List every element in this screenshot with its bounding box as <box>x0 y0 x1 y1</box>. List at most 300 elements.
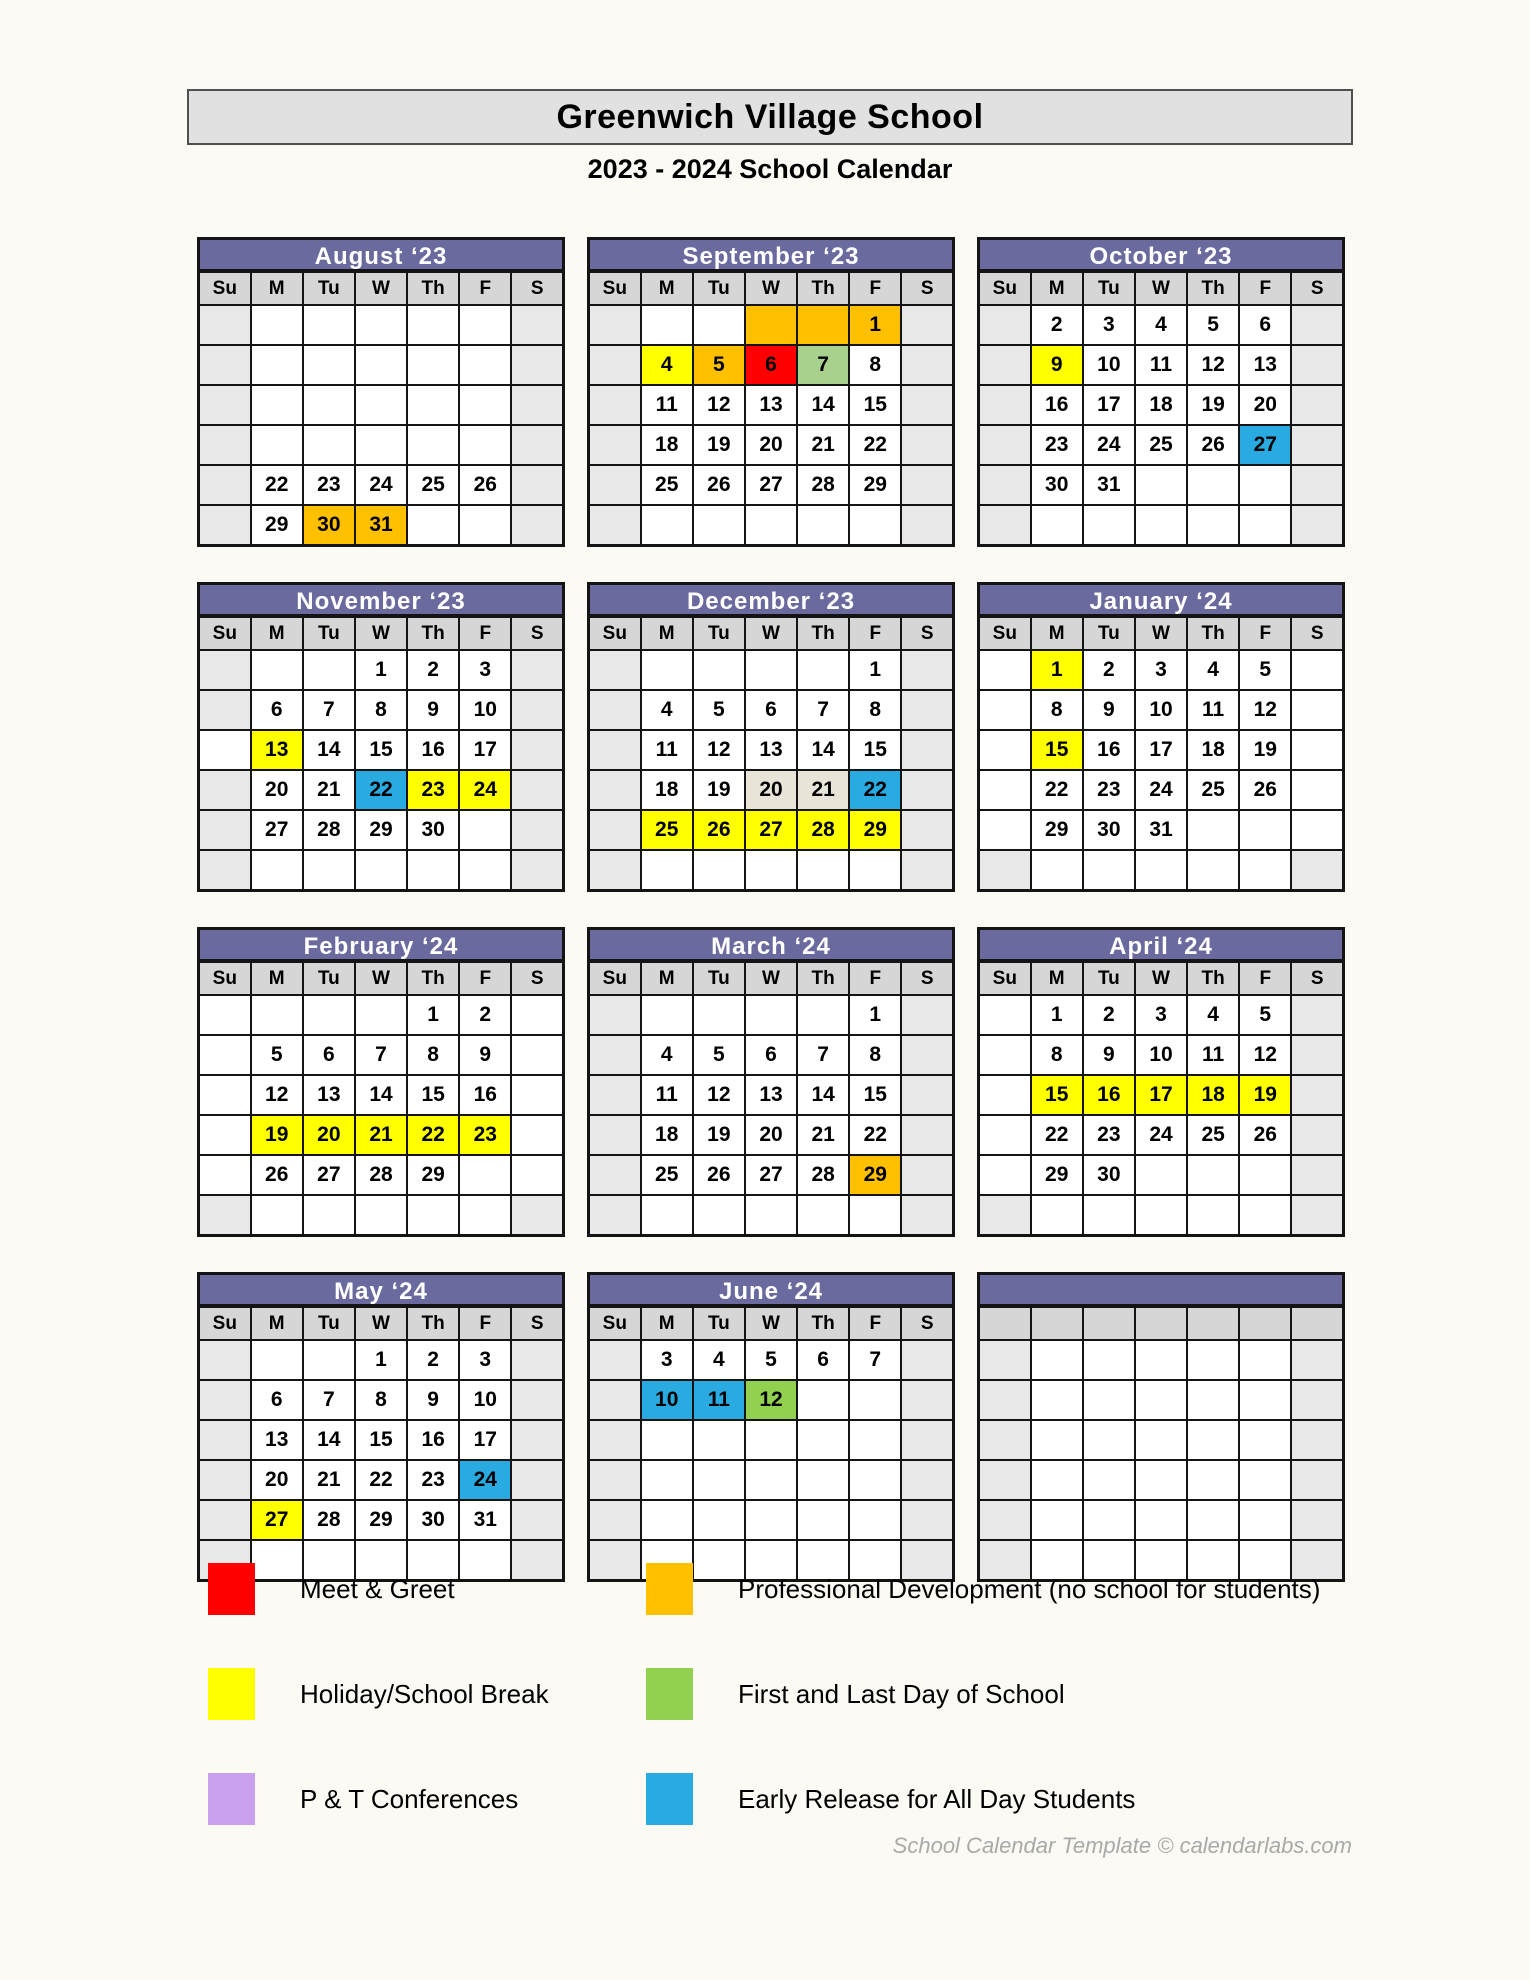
date-cell <box>641 650 693 690</box>
legend-label: Early Release for All Day Students <box>738 1783 1136 1814</box>
date-cell <box>589 345 641 385</box>
date-cell <box>901 1460 953 1500</box>
date-cell <box>355 1195 407 1236</box>
date-cell: 22 <box>407 1115 459 1155</box>
date-cell <box>849 1195 901 1236</box>
date-cell: 18 <box>641 425 693 465</box>
date-cell <box>511 1340 563 1380</box>
date-cell: 12 <box>693 1075 745 1115</box>
date-cell <box>511 1500 563 1540</box>
date-cell: 25 <box>407 465 459 505</box>
date-cell: 22 <box>251 465 303 505</box>
date-cell: 6 <box>745 345 797 385</box>
legend-swatch-holiday-school-break <box>208 1668 255 1720</box>
date-cell: 5 <box>693 690 745 730</box>
date-cell <box>797 1420 849 1460</box>
date-cell: 14 <box>355 1075 407 1115</box>
day-header: Th <box>407 1307 459 1340</box>
day-header: Su <box>589 617 641 650</box>
date-cell <box>589 730 641 770</box>
month-title: November ‘23 <box>197 582 565 616</box>
date-cell <box>979 810 1031 850</box>
date-cell: 4 <box>641 345 693 385</box>
school-name: Greenwich Village School <box>556 98 984 136</box>
date-cell: 24 <box>1135 1115 1187 1155</box>
date-cell <box>251 1340 303 1380</box>
legend-label: Meet & Greet <box>300 1573 455 1604</box>
date-cell <box>1291 1420 1343 1460</box>
day-header: S <box>901 1307 953 1340</box>
date-cell: 11 <box>693 1380 745 1420</box>
day-header: Su <box>979 272 1031 305</box>
date-cell <box>1187 850 1239 891</box>
date-cell <box>693 305 745 345</box>
date-cell: 29 <box>1031 1155 1083 1195</box>
month-title: February ‘24 <box>197 927 565 961</box>
date-cell <box>1291 850 1343 891</box>
date-cell <box>1031 1500 1083 1540</box>
day-header: Tu <box>303 272 355 305</box>
date-cell: 10 <box>459 690 511 730</box>
day-header: W <box>355 272 407 305</box>
date-cell: 10 <box>1135 690 1187 730</box>
date-cell <box>1187 1340 1239 1380</box>
date-cell <box>459 425 511 465</box>
month-title: April ‘24 <box>977 927 1345 961</box>
day-header: F <box>1239 617 1291 650</box>
date-cell: 29 <box>849 1155 901 1195</box>
date-cell <box>1291 1380 1343 1420</box>
date-cell: 8 <box>849 1035 901 1075</box>
day-header: F <box>849 1307 901 1340</box>
date-cell <box>199 305 251 345</box>
date-cell <box>1187 465 1239 505</box>
day-header: Su <box>589 272 641 305</box>
date-cell <box>901 1115 953 1155</box>
date-cell: 15 <box>1031 1075 1083 1115</box>
date-cell <box>511 650 563 690</box>
date-cell <box>1291 505 1343 546</box>
date-cell: 26 <box>693 1155 745 1195</box>
day-header: Su <box>979 962 1031 995</box>
day-header: Th <box>1187 272 1239 305</box>
date-cell <box>199 505 251 546</box>
date-cell: 8 <box>407 1035 459 1075</box>
date-cell <box>745 995 797 1035</box>
day-header: Su <box>199 962 251 995</box>
date-cell <box>199 1075 251 1115</box>
date-cell <box>251 1195 303 1236</box>
date-cell <box>511 995 563 1035</box>
day-header: Tu <box>303 1307 355 1340</box>
date-cell: 4 <box>693 1340 745 1380</box>
day-header: F <box>849 272 901 305</box>
date-cell: 17 <box>459 730 511 770</box>
day-header: S <box>1291 617 1343 650</box>
day-header: F <box>1239 962 1291 995</box>
month-october-23 <box>977 237 1345 547</box>
date-cell <box>303 385 355 425</box>
date-cell <box>511 1075 563 1115</box>
date-cell <box>407 385 459 425</box>
date-cell <box>407 305 459 345</box>
date-cell: 29 <box>1031 810 1083 850</box>
date-cell <box>199 810 251 850</box>
date-cell: 14 <box>797 385 849 425</box>
date-cell: 13 <box>251 1420 303 1460</box>
date-cell <box>745 1460 797 1500</box>
date-cell <box>1135 465 1187 505</box>
date-cell <box>199 850 251 891</box>
date-cell <box>1031 1460 1083 1500</box>
date-cell: 31 <box>355 505 407 546</box>
date-cell <box>979 1420 1031 1460</box>
date-cell <box>199 1195 251 1236</box>
date-cell <box>1083 1500 1135 1540</box>
date-cell: 8 <box>849 345 901 385</box>
date-cell: 30 <box>1083 810 1135 850</box>
date-cell: 15 <box>1031 730 1083 770</box>
date-cell: 4 <box>641 690 693 730</box>
date-cell <box>979 850 1031 891</box>
date-cell <box>303 1195 355 1236</box>
date-cell <box>251 850 303 891</box>
date-cell: 3 <box>1083 305 1135 345</box>
date-cell <box>979 1460 1031 1500</box>
day-header: F <box>459 617 511 650</box>
calendar-subtitle: 2023 - 2024 School Calendar <box>587 154 953 184</box>
date-cell <box>459 505 511 546</box>
date-cell <box>693 650 745 690</box>
day-header: Tu <box>1083 272 1135 305</box>
date-cell <box>745 850 797 891</box>
date-cell: 7 <box>797 1035 849 1075</box>
date-cell <box>1291 1195 1343 1236</box>
day-header: Th <box>797 272 849 305</box>
date-cell <box>1187 1195 1239 1236</box>
date-cell: 2 <box>407 1340 459 1380</box>
date-cell <box>303 1340 355 1380</box>
date-cell <box>1239 505 1291 546</box>
date-cell: 22 <box>1031 770 1083 810</box>
date-cell: 21 <box>797 770 849 810</box>
date-cell <box>1187 810 1239 850</box>
date-cell: 5 <box>1239 650 1291 690</box>
day-header: S <box>511 962 563 995</box>
date-cell: 12 <box>693 385 745 425</box>
date-cell: 4 <box>1187 650 1239 690</box>
date-cell <box>251 345 303 385</box>
date-cell <box>589 1340 641 1380</box>
legend-swatch-first-and-last-day <box>646 1668 693 1720</box>
date-cell: 6 <box>1239 305 1291 345</box>
day-header: Th <box>797 617 849 650</box>
legend-swatch-professional-development <box>646 1563 693 1615</box>
date-cell <box>1291 1155 1343 1195</box>
day-header: S <box>901 617 953 650</box>
date-cell <box>511 690 563 730</box>
date-cell: 18 <box>641 770 693 810</box>
date-cell <box>589 1460 641 1500</box>
date-cell: 18 <box>641 1115 693 1155</box>
date-cell <box>511 1155 563 1195</box>
date-cell <box>1291 1500 1343 1540</box>
month-grid <box>587 271 955 547</box>
day-header: W <box>1135 617 1187 650</box>
day-header <box>1239 1307 1291 1340</box>
month-grid <box>587 961 955 1237</box>
date-cell <box>199 770 251 810</box>
date-cell <box>199 1155 251 1195</box>
date-cell: 22 <box>1031 1115 1083 1155</box>
date-cell <box>589 850 641 891</box>
date-cell: 30 <box>407 1500 459 1540</box>
date-cell: 19 <box>693 770 745 810</box>
date-cell <box>1187 1500 1239 1540</box>
date-cell: 24 <box>459 770 511 810</box>
date-cell: 1 <box>849 995 901 1035</box>
month-june-24 <box>587 1272 955 1582</box>
date-cell <box>901 1155 953 1195</box>
date-cell <box>355 850 407 891</box>
date-cell: 24 <box>1135 770 1187 810</box>
date-cell: 26 <box>459 465 511 505</box>
date-cell <box>303 305 355 345</box>
date-cell <box>901 425 953 465</box>
date-cell: 25 <box>1187 770 1239 810</box>
date-cell: 23 <box>1083 770 1135 810</box>
day-header: F <box>459 962 511 995</box>
legend-label: First and Last Day of School <box>738 1678 1065 1709</box>
day-header: Th <box>1187 962 1239 995</box>
legend-item-pt-conferences <box>208 1773 518 1825</box>
date-cell <box>693 1195 745 1236</box>
date-cell <box>1239 1460 1291 1500</box>
date-cell: 15 <box>849 1075 901 1115</box>
date-cell: 15 <box>849 730 901 770</box>
date-cell <box>1239 850 1291 891</box>
date-cell <box>1291 305 1343 345</box>
date-cell <box>199 1115 251 1155</box>
date-cell <box>589 1540 641 1581</box>
date-cell: 5 <box>693 345 745 385</box>
date-cell: 11 <box>1187 1035 1239 1075</box>
calendar-months-grid <box>197 237 1345 1582</box>
legend-label: Professional Development (no school for students) <box>738 1573 1321 1604</box>
date-cell <box>199 1500 251 1540</box>
date-cell <box>459 1155 511 1195</box>
day-header: M <box>251 1307 303 1340</box>
date-cell: 13 <box>1239 345 1291 385</box>
date-cell: 4 <box>641 1035 693 1075</box>
date-cell <box>589 690 641 730</box>
date-cell <box>901 1500 953 1540</box>
day-header: Tu <box>693 962 745 995</box>
day-header: M <box>641 617 693 650</box>
date-cell: 17 <box>1083 385 1135 425</box>
date-cell: 14 <box>303 1420 355 1460</box>
date-cell: 26 <box>1239 1115 1291 1155</box>
date-cell: 9 <box>407 690 459 730</box>
date-cell <box>1135 505 1187 546</box>
date-cell <box>459 385 511 425</box>
date-cell <box>797 1460 849 1500</box>
date-cell: 24 <box>1083 425 1135 465</box>
date-cell <box>1083 1380 1135 1420</box>
date-cell: 12 <box>693 730 745 770</box>
day-header: Su <box>979 617 1031 650</box>
legend-swatch-early-release <box>646 1773 693 1825</box>
date-cell: 25 <box>641 810 693 850</box>
day-header: Tu <box>693 617 745 650</box>
month-january-24 <box>977 582 1345 892</box>
date-cell: 22 <box>849 770 901 810</box>
date-cell <box>797 1500 849 1540</box>
date-cell: 10 <box>1083 345 1135 385</box>
date-cell: 21 <box>303 770 355 810</box>
day-header: S <box>511 272 563 305</box>
date-cell <box>1135 1420 1187 1460</box>
month-title: May ‘24 <box>197 1272 565 1306</box>
date-cell <box>641 1460 693 1500</box>
date-cell <box>901 850 953 891</box>
date-cell <box>511 1540 563 1581</box>
month-grid <box>197 961 565 1237</box>
date-cell: 25 <box>1135 425 1187 465</box>
date-cell <box>355 995 407 1035</box>
date-cell: 14 <box>303 730 355 770</box>
date-cell <box>1135 1460 1187 1500</box>
day-header: S <box>511 617 563 650</box>
date-cell <box>979 770 1031 810</box>
date-cell <box>979 730 1031 770</box>
day-header: Th <box>407 617 459 650</box>
date-cell <box>979 505 1031 546</box>
date-cell <box>589 650 641 690</box>
date-cell: 9 <box>459 1035 511 1075</box>
date-cell <box>901 770 953 810</box>
date-cell <box>1291 650 1343 690</box>
month-september-23 <box>587 237 955 547</box>
date-cell: 15 <box>407 1075 459 1115</box>
date-cell: 2 <box>407 650 459 690</box>
date-cell <box>849 505 901 546</box>
date-cell <box>199 385 251 425</box>
day-header: M <box>641 1307 693 1340</box>
date-cell: 15 <box>849 385 901 425</box>
day-header: W <box>745 617 797 650</box>
month-november-23 <box>197 582 565 892</box>
date-cell <box>979 345 1031 385</box>
date-cell <box>589 810 641 850</box>
date-cell <box>1291 1460 1343 1500</box>
legend-swatch-pt-conferences <box>208 1773 255 1825</box>
day-header: Tu <box>693 272 745 305</box>
day-header: W <box>1135 962 1187 995</box>
date-cell: 19 <box>1239 730 1291 770</box>
date-cell: 13 <box>745 385 797 425</box>
day-header: Tu <box>1083 617 1135 650</box>
date-cell <box>1187 1460 1239 1500</box>
date-cell: 14 <box>797 1075 849 1115</box>
date-cell <box>1291 345 1343 385</box>
date-cell <box>199 995 251 1035</box>
date-cell: 5 <box>745 1340 797 1380</box>
date-cell <box>303 850 355 891</box>
day-header: Th <box>407 962 459 995</box>
date-cell <box>901 345 953 385</box>
date-cell <box>979 1340 1031 1380</box>
date-cell: 24 <box>355 465 407 505</box>
date-cell <box>199 730 251 770</box>
date-cell: 6 <box>745 1035 797 1075</box>
date-cell <box>407 505 459 546</box>
date-cell: 1 <box>355 1340 407 1380</box>
date-cell: 23 <box>459 1115 511 1155</box>
date-cell <box>901 1380 953 1420</box>
date-cell: 20 <box>745 425 797 465</box>
date-cell <box>459 305 511 345</box>
date-cell <box>901 385 953 425</box>
day-header <box>1291 1307 1343 1340</box>
date-cell: 9 <box>1083 1035 1135 1075</box>
date-cell: 19 <box>693 425 745 465</box>
date-cell: 11 <box>1187 690 1239 730</box>
date-cell <box>355 425 407 465</box>
date-cell <box>589 1195 641 1236</box>
date-cell <box>511 465 563 505</box>
date-cell: 19 <box>251 1115 303 1155</box>
date-cell: 31 <box>1083 465 1135 505</box>
day-header: Su <box>199 1307 251 1340</box>
date-cell <box>303 345 355 385</box>
date-cell: 11 <box>641 1075 693 1115</box>
date-cell: 12 <box>1239 1035 1291 1075</box>
date-cell <box>511 505 563 546</box>
date-cell <box>693 1460 745 1500</box>
date-cell <box>251 650 303 690</box>
school-name-box <box>187 89 1353 145</box>
date-cell: 31 <box>459 1500 511 1540</box>
date-cell <box>1135 1500 1187 1540</box>
month-blank <box>977 1272 1345 1582</box>
date-cell: 20 <box>303 1115 355 1155</box>
date-cell: 16 <box>459 1075 511 1115</box>
day-header <box>1187 1307 1239 1340</box>
date-cell <box>511 1460 563 1500</box>
date-cell <box>251 425 303 465</box>
date-cell: 29 <box>849 465 901 505</box>
day-header: S <box>1291 272 1343 305</box>
date-cell <box>251 305 303 345</box>
day-header <box>1031 1307 1083 1340</box>
day-header: W <box>745 272 797 305</box>
date-cell: 23 <box>1083 1115 1135 1155</box>
date-cell: 22 <box>355 1460 407 1500</box>
date-cell <box>407 1195 459 1236</box>
date-cell: 10 <box>641 1380 693 1420</box>
day-header: F <box>849 962 901 995</box>
date-cell: 12 <box>1187 345 1239 385</box>
day-header: M <box>1031 617 1083 650</box>
date-cell <box>251 995 303 1035</box>
date-cell: 6 <box>797 1340 849 1380</box>
month-grid <box>587 616 955 892</box>
date-cell: 12 <box>745 1380 797 1420</box>
date-cell <box>303 995 355 1035</box>
date-cell <box>901 1075 953 1115</box>
date-cell <box>901 650 953 690</box>
